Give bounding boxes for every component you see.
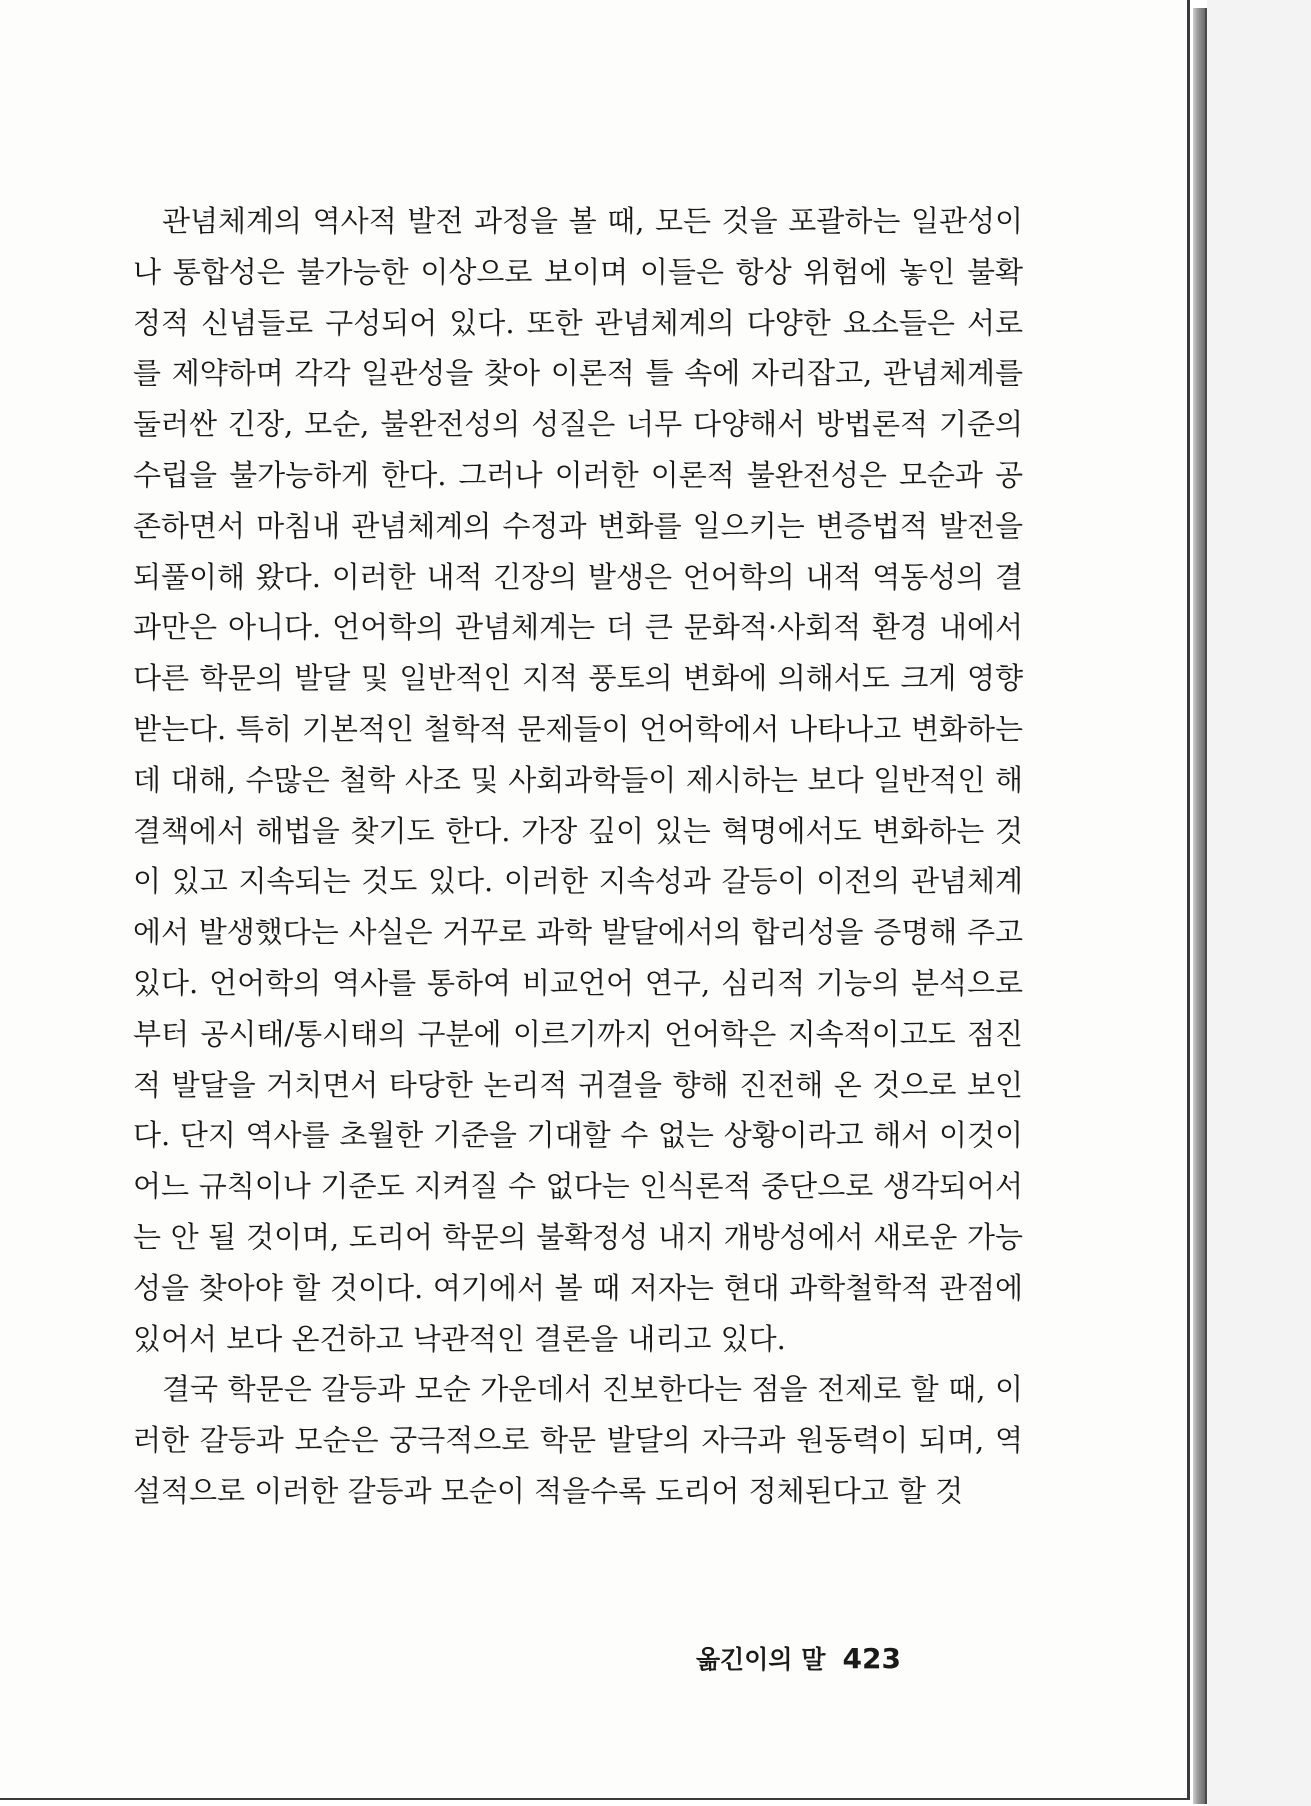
page-edge bbox=[1193, 8, 1207, 1804]
body-text bbox=[133, 196, 1023, 1517]
paragraph-1: 관념체계의 역사적 발전 과정을 볼 때, 모든 것을 포괄하는 일관성이나 통합성은 불가능한 이상으로 보이며 이들은 항상 위험에 놓인 불확정적 신념들로 구성되어 있다. 또한 관념체계의 다양한 요소들은 서로를 제약하며 각각 일관성을 찾아 이론적 틀 속에 자리잡고, 관념체계를 둘러싼 긴장, 모순, 불완전성의 성질은 너무 다양해서 방법론적 기준의 수립을 불가능하게 한다. 그러나 이러한 이론적 불완전성은 모순과 공존하면서 마침내 관념체계의 수정과 변화를 일으키는 변증법적 발전을 되풀이해 왔다. 이러한 내적 긴장의 발생은 언어학의 내적 역동성의 결과만은 아니다. 언어학의 관념체계는 더 큰 문화적·사회적 환경 내에서 다른 학문의 발달 및 일반적인 지적 풍토의 변화에 의해서도 크게 영향받는다. 특히 기본적인 철학적 문제들이 언어학에서 나타나고 변화하는 데 대해, 수많은 철학 사조 및 사회과학들이 제시하는 보다 일반적인 해결책에서 해법을 찾기도 한다. 가장 깊이 있는 혁명에서도 변화하는 것이 있고 지속되는 것도 있다. 이러한 지속성과 갈등이 이전의 관념체계에서 발생했다는 사실은 거꾸로 과학 발달에서의 합리성을 증명해 주고 있다. 언어학의 역사를 통하여 비교언어 연구, 심리적 기능의 분석으로부터 공시태/통시태의 구분에 이르기까지 언어학은 지속적이고도 점진적 발달을 거치면서 타당한 논리적 귀결을 향해 진전해 온 것으로 보인다. 단지 역사를 초월한 기준을 기대할 수 없는 상황이라고 해서 이것이 어느 규칙이나 기준도 지켜질 수 없다는 인식론적 중단으로 생각되어서는 안 될 것이며, 도리어 학문의 불확정성 내지 개방성에서 새로운 가능성을 찾아야 할 것이다. 여기에서 볼 때 저자는 현대 과학철학적 관점에 있어서 보다 온건하고 낙관적인 결론을 내리고 있다. bbox=[133, 204, 1023, 1356]
background-margin bbox=[1207, 0, 1311, 1806]
running-footer-title: 옮긴이의 말 bbox=[695, 1645, 826, 1674]
paragraph-2: 결국 학문은 갈등과 모순 가운데서 진보한다는 점을 전제로 할 때, 이러한 갈등과 모순은 궁극적으로 학문 발달의 자극과 원동력이 되며, 역설적으로 이러한 갈등과 모순이 적을수록 도리어 정체된다고 할 것 bbox=[133, 1372, 1023, 1508]
page-footer bbox=[696, 1640, 901, 1676]
page-number: 423 bbox=[842, 1642, 901, 1675]
